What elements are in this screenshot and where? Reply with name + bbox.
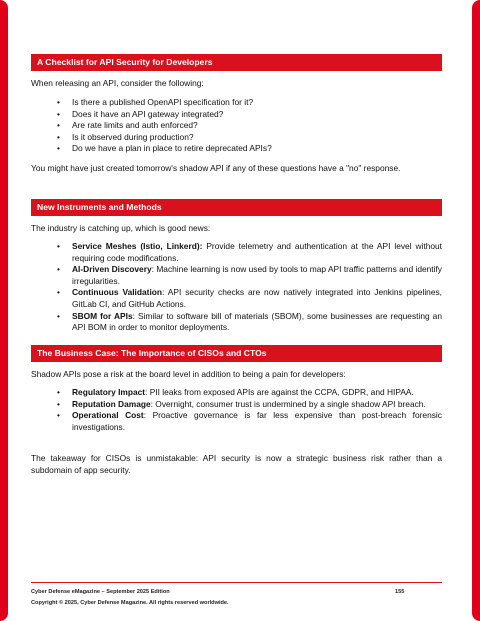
- section-heading-instruments: New Instruments and Methods: [31, 199, 442, 216]
- footer-edition: Cyber Defense eMagazine – September 2025 Edition: [31, 589, 170, 595]
- section-heading-checklist: A Checklist for API Security for Developers: [31, 54, 442, 71]
- list-item: • Regulatory Impact: PII leaks from exposed APIs are against the CCPA, GDPR, and HIPAA.: [57, 387, 414, 397]
- list-item: • Does it have an API gateway integrated?: [57, 108, 224, 119]
- section-intro: The industry is catching up, which is good news:: [31, 223, 211, 233]
- instruments-bullet-list: [31, 241, 442, 334]
- list-item: • Service Meshes (Istio, Linkerd): Provide telemetry and authentication at the API level without requiring code modifications.: [57, 241, 442, 263]
- list-item: • AI-Driven Discovery: Machine learning is now used by tools to map API traffic patterns and identify irregularities.: [57, 264, 442, 286]
- section-outro: The takeaway for CISOs is unmistakable: API security is now a strategic business risk rather than a subdomain of app security.: [31, 453, 442, 475]
- list-item: • Continuous Validation: API security checks are now natively integrated into Jenkins pipelines, GitLab CI, and GitHub Actions.: [57, 287, 443, 309]
- list-item: • Is it observed during production?: [57, 131, 194, 142]
- footer-copyright: Copyright © 2025, Cyber Defense Magazine. All rights reserved worldwide.: [31, 600, 229, 606]
- checklist-bullet-list: [31, 97, 442, 155]
- business-case-bullet-list: [31, 387, 442, 433]
- right-red-edge: [472, 0, 480, 621]
- list-item: • SBOM for APIs: Similar to software bill of materials (SBOM), some businesses are requesting an API BOM in order to monitor deployments.: [57, 310, 442, 333]
- section-intro: When releasing an API, consider the following:: [31, 78, 204, 88]
- page-number: 155: [395, 589, 405, 595]
- list-item: • Operational Cost: Proactive governance is far less expensive than post-breach forensic investigations.: [57, 410, 442, 432]
- list-item: • Reputation Damage: Overnight, consumer trust is undermined by a single shadow API breach.: [57, 398, 426, 409]
- list-item: • Are rate limits and auth enforced?: [57, 120, 198, 131]
- section-outro: You might have just created tomorrow's shadow API if any of these questions have a "no" response.: [31, 163, 401, 173]
- left-red-edge: [0, 0, 8, 621]
- list-item: • Do we have a plan in place to retire deprecated APIs?: [57, 143, 272, 154]
- footer-divider: [31, 582, 442, 583]
- section-heading-business-case: The Business Case: The Importance of CISOs and CTOs: [31, 345, 442, 362]
- section-intro: Shadow APIs pose a risk at the board level in addition to being a pain for developers:: [31, 369, 346, 379]
- list-item: • Is there a published OpenAPI specification for it?: [57, 97, 254, 107]
